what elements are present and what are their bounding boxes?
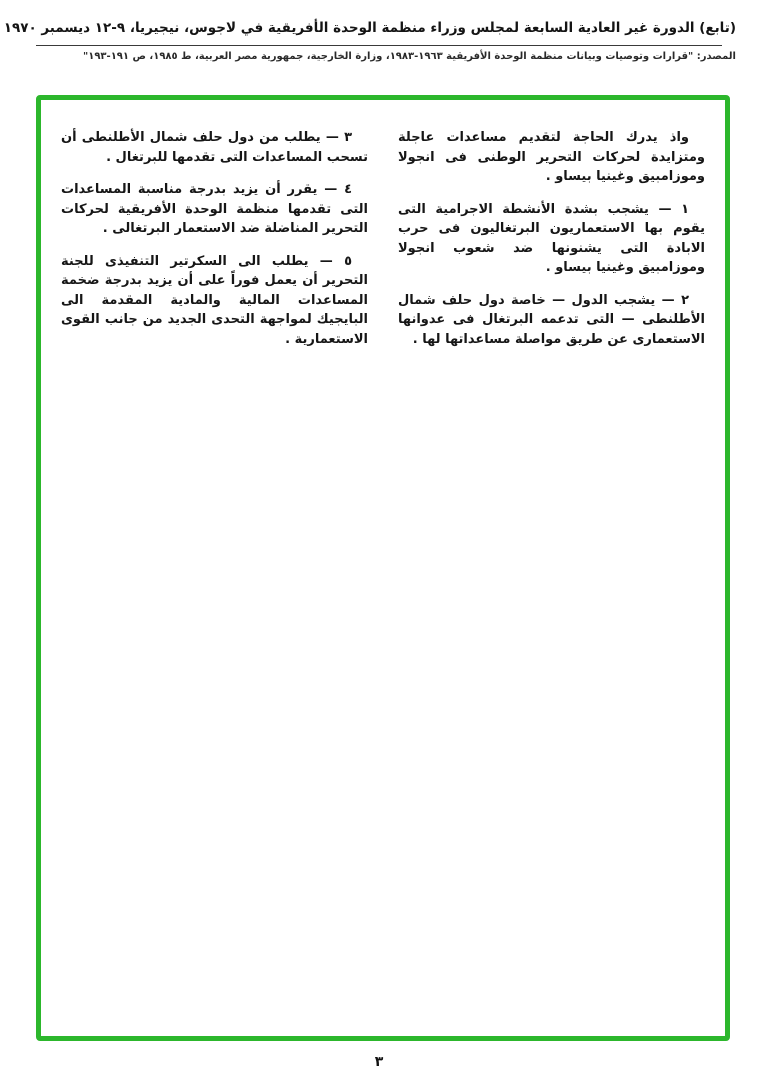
paragraph-item-5: ٥ — يطلب الى السكرتير التنفيذى للجنة التحرير أن يعمل فوراً على أن يزيد بدرجة ضخمة المساعدات المالية والمادية المقدمة الى البايجيك لمواجهة التحدى الجديد من جانب القوى الاستعمارية . (61, 253, 368, 347)
green-border-frame (36, 95, 730, 1041)
paragraph-preamble: واذ يدرك الحاجة لتقديم مساعدات عاجلة ومتزايدة لحركات التحرير الوطنى فى انجولا وموزامبيق وغينيا بيساو . (398, 130, 705, 184)
paragraph-item-1: ١ — يشجب بشدة الأنشطة الاجرامية التى يقوم بها الاستعماريون البرتغاليون فى حرب الابادة التى يشنونها ضد شعوب انجولا وموزامبيق وغينيا بيساو . (398, 201, 705, 275)
source-citation: المصدر: "قرارات وتوصيات وبيانات منظمة الوحدة الأفريقية ١٩٦٣-١٩٨٣، وزارة الخارجية، جمهورية مصر العربية، ط ١٩٨٥، ص ١٩١-١٩٣" (83, 51, 736, 62)
document-title: (تابع) الدورة غير العادية السابعة لمجلس وزراء منظمة الوحدة الأفريقية في لاجوس، نيجيريا، ٩-١٢ ديسمبر ١٩٧٠ (3, 20, 736, 36)
header-divider (36, 45, 722, 46)
text-columns (41, 100, 725, 362)
paragraph-item-2: ٢ — يشجب الدول — خاصة دول حلف شمال الأطلنطى — التى تدعمه البرتغال فى عدوانها الاستعمارى عن طريق مواصلة مساعداتها لها . (398, 292, 705, 347)
page-header (3, 20, 736, 62)
page-number: ٣ (374, 1054, 384, 1070)
paragraph-item-3: ٣ — يطلب من دول حلف شمال الأطلنطى أن تسحب المساعدات التى تقدمها للبرتغال . (61, 130, 368, 165)
column-right (398, 128, 705, 362)
paragraph-item-4: ٤ — يقرر أن يزيد بدرجة مناسبة المساعدات التى تقدمها منظمة الوحدة الأفريقية لحركات التحرير المناضلة ضد الاستعمار البرتغالى . (61, 182, 368, 236)
column-left (61, 128, 368, 362)
